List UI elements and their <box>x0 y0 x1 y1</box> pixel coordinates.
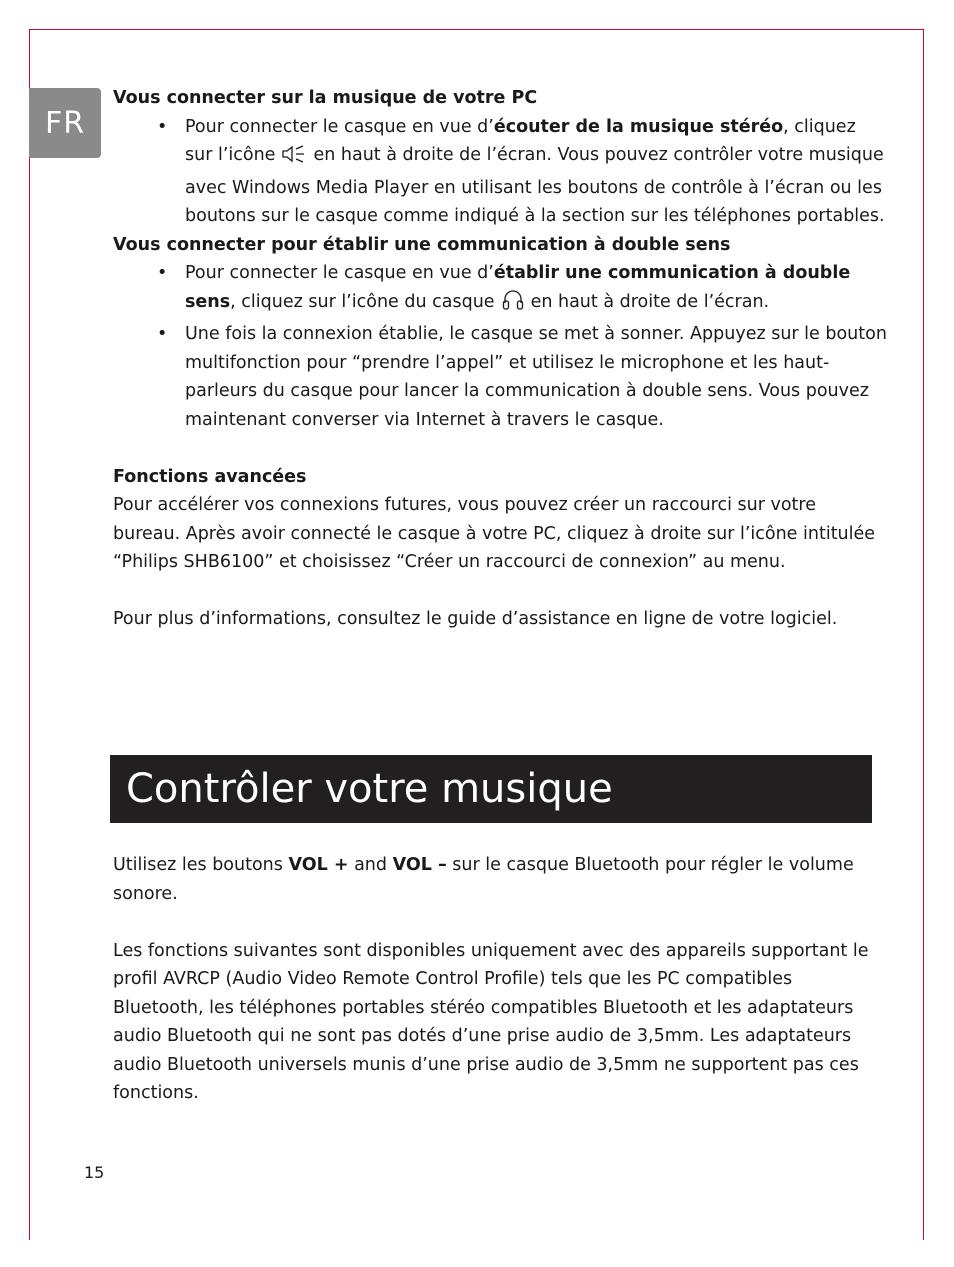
section-title: Contrôler votre musique <box>126 766 613 812</box>
main-content <box>113 84 888 634</box>
headset-icon <box>501 289 525 321</box>
music-content <box>113 851 888 1108</box>
language-label: FR <box>44 105 86 141</box>
more-info-paragraph: Pour plus d’informations, consultez le guide d’assistance en ligne de votre logiciel. <box>113 609 838 629</box>
advanced-paragraph: Pour accélérer vos connexions futures, vous pouvez créer un raccourci sur votre bureau. Après avoir connecté le casque à votre PC, cliquez à droite sur l’icône intitulée “Philips SHB6100” et choisissez “Créer un raccourci de connexion” au menu. <box>113 495 876 572</box>
language-tab <box>29 88 101 158</box>
speaker-icon <box>281 144 307 174</box>
list-item: • Pour connecter le casque en vue d’écouter de la musique stéréo, cliquez sur l’icône en haut à droite de l’écran. Vous pouvez contrôler votre musique avec Windows Media Player en utilisant les boutons de contrôle à l’écran ou les boutons sur le casque comme indiqué à la section sur les téléphones portables. <box>113 113 888 231</box>
heading-two-way: Vous connecter pour établir une communication à double sens <box>113 234 731 255</box>
bullet-list-two-way <box>113 259 888 434</box>
list-item: • Pour connecter le casque en vue d’établir une communication à double sens, cliquez sur l’icône du casque en haut à droite de l’écran. <box>113 259 888 320</box>
volume-paragraph: Utilisez les boutons VOL + and VOL – sur le casque Bluetooth pour régler le volume sonore. <box>113 855 854 904</box>
bullet-list-music-pc <box>113 113 888 231</box>
heading-music-pc: Vous connecter sur la musique de votre PC <box>113 88 538 108</box>
section-title-bar <box>110 755 872 823</box>
avrcp-paragraph: Les fonctions suivantes sont disponibles uniquement avec des appareils supportant le profil AVRCP (Audio Video Remote Control Profile) tels que les PC compatibles Bluetooth, les téléphones portables stéréo compatibles Bluetooth et les adaptateurs audio Bluetooth qui ne sont pas dotés d’une prise audio de 3,5mm. Les adaptateurs audio Bluetooth universels munis d’une prise audio de 3,5mm ne supportent pas ces fonctions. <box>113 940 869 1103</box>
list-item: • Une fois la connexion établie, le casque se met à sonner. Appuyez sur le bouton multifonction pour “prendre l’appel” et utilisez le microphone et les haut-parleurs du casque pour lancer la communication à double sens. Vous pouvez maintenant converser via Internet à travers le casque. <box>113 320 888 434</box>
heading-advanced: Fonctions avancées <box>113 466 307 487</box>
page-number: 15 <box>84 1163 105 1182</box>
